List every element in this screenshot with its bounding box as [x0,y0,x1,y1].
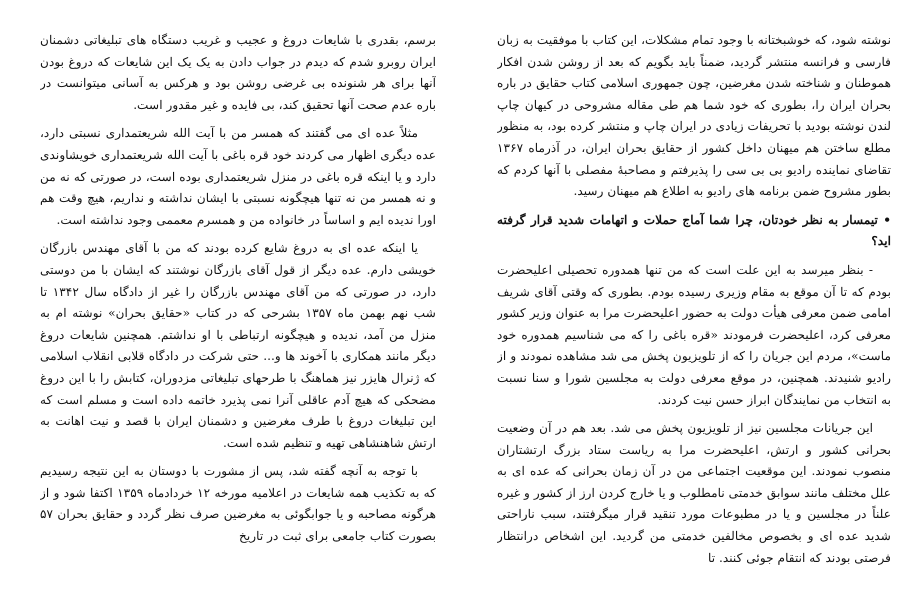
paragraph-rumors-intro: برسم، بقدری با شایعات دروغ و عجیب و غریب دستگاه های تبلیغاتی دشمنان ایران روبرو شدم که دیدم در جواب دادن به یک یک این شایعات که دروغ بودن آنها برای هر شنونده بی غرضی روشن بود و هرکس به آسانی میتوانست در باره عدم صحت آنها تحقیق کند، بی فایده و غیر مقدور است. [40,33,436,112]
paragraph-answer-classmate: - بنظر میرسد به این علت است که من تنها همدوره تحصیلی اعلیحضرت بودم که تا آن موقع به مقام وزیری رسیده بودم. بطوری که وقتی آقای شریف امامی ضمن معرفی هیأت دولت به حضور اعلیحضرت مرا به عنوان وزیر کشور معرفی کرد، اعلیحضرت فرمودند «قره باغی را که می شناسیم همدوره خود ماست»، مردم این جریان را که از تلویزیون پخش می شد مشاهده نمودند و از رادیو شنیدند. همچنین، در موقع معرفی دولت به مجلسین شورا و سنا نسبت به انتخاب من نمایندگان ابراز حسن نیت کردند. [497,262,891,407]
paragraph-shariatmadari-rumor: مثلاً عده ای می گفتند که همسر من با آیت الله شریعتمداری نسبتی دارد، عده دیگری اظهار می کردند خود قره باغی با آیت الله شریعتمداری خویشاوندی دارد و یا اینکه قره باغی در منزل شریعتمداری بوده است، در صورتی که نه من و نه همسر من نه تنها هیچگونه نسبتی با ایشان نداشته و نداریم، هیچ وقت هم اورا ندیده ایم و اساساً در خانواده من و همسرم معممی وجود نداشته است. [40,126,436,227]
paragraph-parliament-broadcast: این جریانات مجلسین نیز از تلویزیون پخش می شد. بعد هم در آن وضعیت بحرانی کشور و ارتش، اعلیحضرت مرا به ریاست ستاد بزرگ ارتشتاران منصوب نمودند. این موقعیت اجتماعی من در آن زمان بحرانی که عده ای به علل مختلف مانند سوابق خدمتی نامطلوب و یا خارج کردن ارز از کشور و غیره علناً در مجلسین و یا در مطبوعات مورد تنقید قرار میگرفتند، سبب ناراحتی شدید عده ای و بخصوص مخالفین خدمتی من گردید. این اشخاص درانتظار فرصتی بودند که انتقام جوئی کنند. تا [497,421,891,565]
left-text-column [40,30,436,611]
paragraph-bazargan-rumor: یا اینکه عده ای به دروغ شایع کرده بودند که من با آقای مهندس بازرگان خویشی دارم. عده دیگر از قول آقای بازرگان نوشتند که ایشان با من دوستی دارد، در صورتی که من آقای مهندس بازرگان را غیر از دادگاه سال ۱۳۴۲ تا شب نهم بهمن ماه ۱۳۵۷ بشرحی که در کتاب «حقایق بحران» نوشته ام به منزل من آمد، ندیده و هیچگونه ارتباطی با او نداشتم. همچنین شایعات دروغ دیگر مانند همکاری با آخوند ها و... حتی شرکت در دادگاه قلابی انقلاب اسلامی که ژنرال هایزر نیز هماهنگ با طرحهای تبلیغاتی مزدوران، کتابش را با این دروغ مضحکی که هیچ آدم عاقلی آنرا نمی پذیرد خاتمه داده است و مسلم است که این تبلیغات دروغ با طرف مغرضین و دشمنان ایران با قصد و نیت اهانت به ارتش شاهنشاهی تهیه و تنظیم شده است. [40,241,436,450]
paragraph-conclusion: با توجه به آنچه گفته شد، پس از مشورت با دوستان به این نتیجه رسیدیم که به تکذیب همه شایعات در اعلامیه مورخه ۱۲ خردادماه ۱۳۵۹ اکتفا شود و از هرگونه مصاحبه و یا جوابگوئی به مغرضین صرف نظر گردد و حقایق بحران ۵۷ بصورت کتاب جامعی برای ثبت در تاریخ [40,464,436,544]
right-text-column [497,30,891,611]
interview-question: • تیمسار به نظر خودتان، چرا شما آماج حملات و اتهامات شدید قرار گرفته اید؟ [497,212,891,249]
paragraph-book-publication: نوشته شود، که خوشبختانه با وجود تمام مشکلات، این کتاب با موفقیت به زبان فارسی و فرانسه منتشر گردید، ضمناً باید بگویم که بعد از روشن شدن افکار هموطنان و شناخته شدن مغرضین، چون جمهوری اسلامی کتاب حقایق در باره بحران ایران را، بطوری که خود شما هم طی مقاله مشروحی در کیهان چاپ لندن نوشته بودید با تحریفات زیادی در ایران چاپ و منتشر کرده بود، به منظور مطلع ساختن هم میهنان داخل کشور از حقایق بحران ایران، در آذرماه ۱۳۶۷ تقاضای نماینده رادیو بی بی سی را پذیرفتم و مصاحبهٔ مفصلی با آنها کردم که بطور مشروح ضمن برنامه های رادیو به اطلاع هم میهنان رسید. [497,33,891,199]
